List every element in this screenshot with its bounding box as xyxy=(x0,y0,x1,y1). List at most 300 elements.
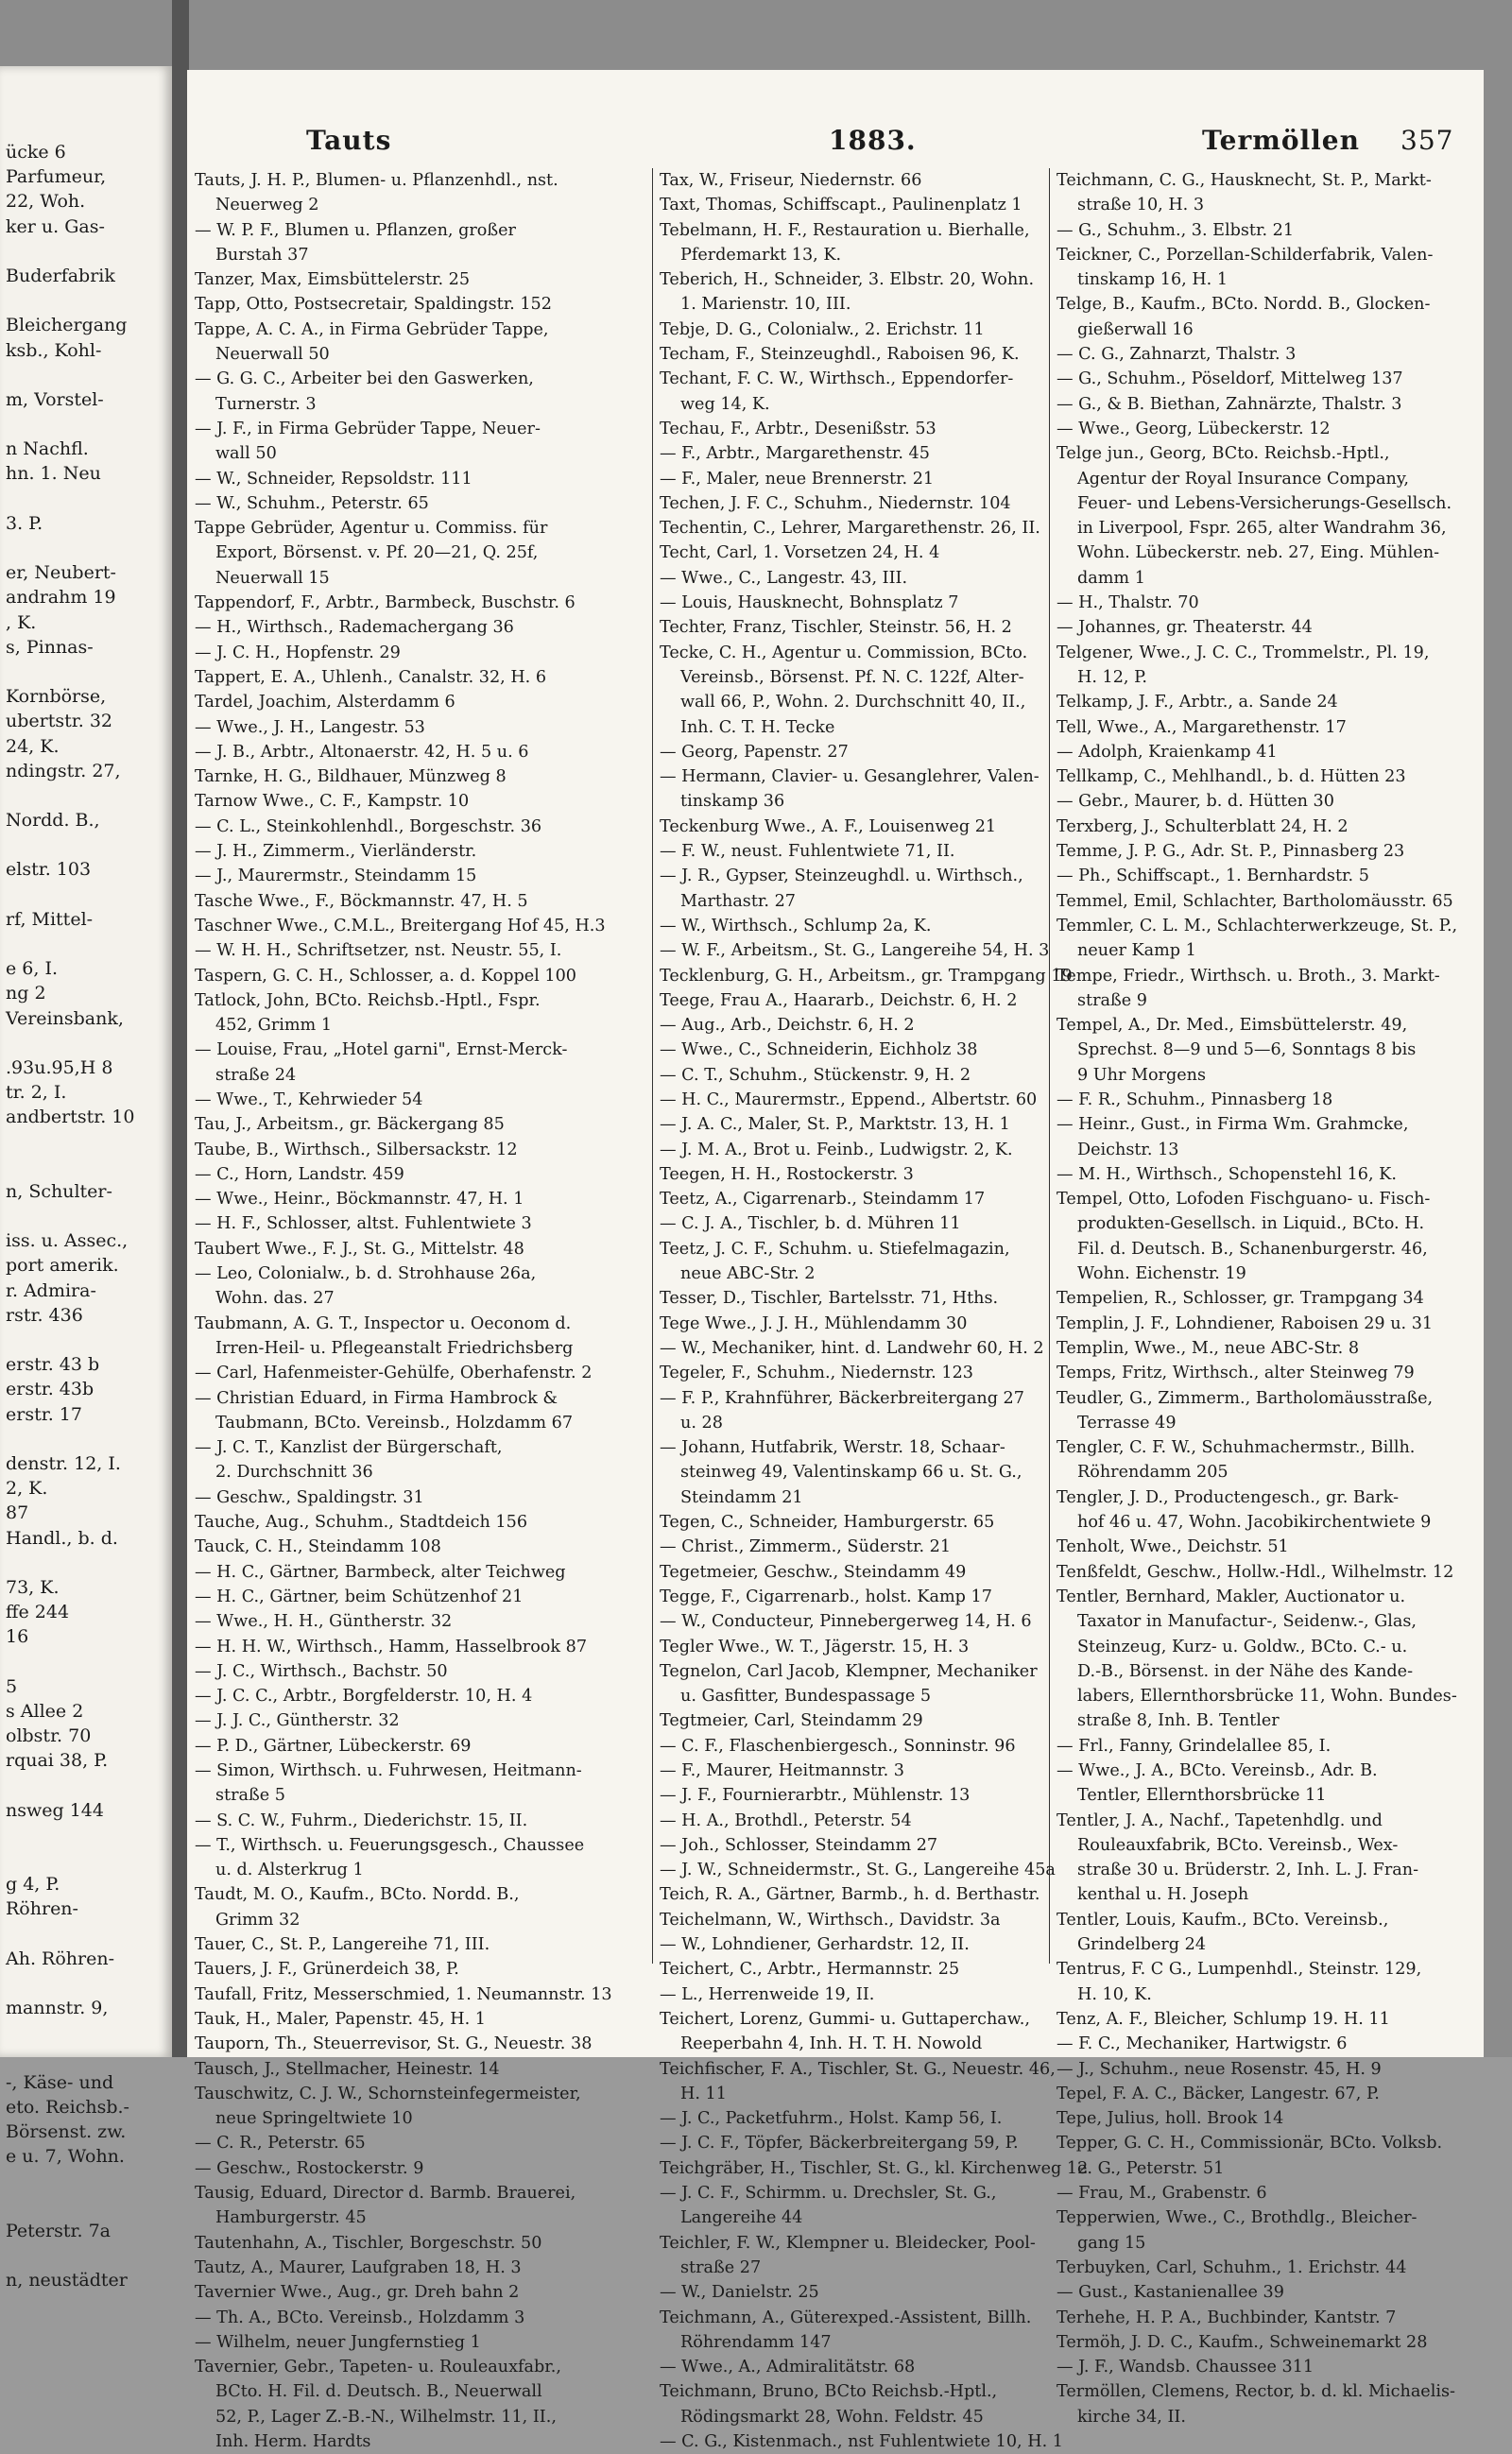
directory-entry-line: Tautz, A., Maurer, Laufgraben 18, H. 3 xyxy=(195,2257,522,2277)
directory-entry-line: Tau, J., Arbeitsm., gr. Bäckergang 85 xyxy=(195,1115,505,1135)
facing-page-line: Börsenst. zw. xyxy=(6,2121,127,2142)
facing-page-line xyxy=(6,1328,172,1352)
directory-entry-line: — M. H., Wirthsch., Schopenstehl 16, K. xyxy=(1057,1164,1397,1184)
directory-entry-line: Tarnow Wwe., C. F., Kampstr. 10 xyxy=(195,792,470,812)
directory-entry-line: Templin, J. F., Lohndiener, Raboisen 29 u. 31 xyxy=(1057,1313,1434,1333)
facing-page-line xyxy=(6,1823,172,1847)
directory-entry-line: Tepel, F. A. C., Bäcker, Langestr. 67, P. xyxy=(1057,2084,1380,2103)
directory-entry-line: Steindamm 21 xyxy=(680,1487,803,1507)
facing-page-line xyxy=(6,363,172,387)
directory-page xyxy=(187,70,1484,2452)
directory-entry-line: Tauts, J. H. P., Blumen- u. Pflanzenhdl., nst. xyxy=(195,171,558,190)
facing-page-line: n, neustädter xyxy=(6,2270,128,2291)
directory-entry-line: — Wwe., T., Kehrwieder 54 xyxy=(195,1090,423,1109)
directory-entry-line: neue ABC-Str. 2 xyxy=(680,1264,816,1284)
directory-entry-line: H. 11 xyxy=(680,2084,727,2103)
directory-entry-line: Tebelmann, H. F., Restauration u. Bierhalle, xyxy=(660,220,1030,240)
directory-entry-line: — Gebr., Maurer, b. d. Hütten 30 xyxy=(1057,792,1334,812)
directory-entry-line: — C. L., Steinkohlenhdl., Borgeschstr. 36 xyxy=(195,816,542,836)
directory-entry-line: Export, Börsenst. v. Pf. 20—21, Q. 25f, xyxy=(215,543,539,563)
facing-page-line xyxy=(6,1649,172,1673)
directory-entry-line: Tauers, J. F., Grünerdeich 38, P. xyxy=(195,1960,459,1980)
directory-column-1 xyxy=(195,168,641,2452)
directory-entry-line: neue Springeltwiete 10 xyxy=(215,2109,413,2129)
facing-page-line: 2, K. xyxy=(6,1478,48,1500)
facing-page-line xyxy=(6,2194,172,2219)
directory-entry-line: Röhrendamm 205 xyxy=(1077,1463,1228,1483)
directory-entry-line: — C. J. A., Tischler, b. d. Mühren 11 xyxy=(660,1214,961,1234)
directory-entry-line: Teichelmann, W., Wirthsch., Davidstr. 3a xyxy=(660,1910,1001,1930)
directory-entry-line: — J. F., Fournierarbtr., Mühlenstr. 13 xyxy=(660,1786,971,1806)
directory-entry-line: weg 14, K. xyxy=(680,394,770,414)
directory-entry-line: — Louis, Hausknecht, Bohnsplatz 7 xyxy=(660,593,959,613)
directory-entry-line: — Heinr., Gust., in Firma Wm. Grahmcke, xyxy=(1057,1115,1409,1135)
facing-page-line: Handl., b. d. xyxy=(6,1527,118,1549)
directory-entry-line: Grimm 32 xyxy=(215,1910,301,1930)
directory-entry-line: Tappert, E. A., Uhlenh., Canalstr. 32, H. 6 xyxy=(195,667,547,687)
directory-entry-line: — J. C. F., Schirmm. u. Drechsler, St. G., xyxy=(660,2184,997,2204)
directory-entry-line: — G., & B. Biethan, Zahnärzte, Thalstr. 3 xyxy=(1057,394,1402,414)
directory-entry-line: Tauck, C. H., Steindamm 108 xyxy=(195,1537,441,1557)
directory-entry-line: Tax, W., Friseur, Niedernstr. 66 xyxy=(660,171,922,190)
facing-page-line: 16 xyxy=(6,1626,29,1648)
facing-page-line: erstr. 43b xyxy=(6,1379,94,1400)
facing-page-line: 87 xyxy=(6,1502,29,1524)
directory-entry-line: Teichert, C., Arbtr., Hermannstr. 25 xyxy=(660,1960,960,1980)
facing-page-line: mannstr. 9, xyxy=(6,1998,109,2019)
facing-page-line: andrahm 19 xyxy=(6,587,116,609)
directory-entry-line: neuer Kamp 1 xyxy=(1077,941,1196,961)
directory-entry-line: — J. B., Arbtr., Altonaerstr. 42, H. 5 u. 6 xyxy=(195,742,529,762)
directory-entry-line: Taxt, Thomas, Schiffscapt., Paulinenplatz 1 xyxy=(660,196,1022,215)
directory-entry-line: — J. C., Wirthsch., Bachstr. 50 xyxy=(195,1661,448,1681)
directory-entry-line: Telge, B., Kaufm., BCto. Nordd. B., Glocken- xyxy=(1057,295,1431,315)
facing-page-line: erstr. 17 xyxy=(6,1403,82,1425)
directory-entry-line: Tempel, Otto, Lofoden Fischguano- u. Fisch- xyxy=(1057,1190,1431,1210)
directory-entry-line: Tavernier Wwe., Aug., gr. Dreh bahn 2 xyxy=(195,2283,520,2303)
directory-entry-line: Rödingsmarkt 28, Wohn. Feldstr. 45 xyxy=(680,2407,984,2427)
facing-page-line: hn. 1. Neu xyxy=(6,463,101,485)
directory-entry-line: — H. C., Gärtner, beim Schützenhof 21 xyxy=(195,1587,524,1606)
directory-entry-line: Tell, Wwe., A., Margarethenstr. 17 xyxy=(1057,717,1347,737)
directory-entry-line: Teberich, H., Schneider, 3. Elbstr. 20, Wohn. xyxy=(660,270,1035,290)
directory-entry-line: — S. C. W., Fuhrm., Diederichstr. 15, II. xyxy=(195,1810,528,1830)
directory-entry-line: Tengler, C. F. W., Schuhmachermstr., Billh. xyxy=(1057,1438,1416,1458)
directory-entry-line: — H. F., Schlosser, altst. Fuhlentwiete 3 xyxy=(195,1214,532,1234)
directory-entry-line: H. 10, K. xyxy=(1077,1984,1152,2004)
directory-entry-line: — F. R., Schuhm., Pinnasberg 18 xyxy=(1057,1090,1333,1109)
directory-entry-line: Grindelberg 24 xyxy=(1077,1935,1207,1955)
directory-entry-line: — Wwe., Georg, Lübeckerstr. 12 xyxy=(1057,419,1331,438)
directory-entry-line: — Christ., Zimmerm., Süderstr. 21 xyxy=(660,1537,952,1557)
directory-entry-line: — F., Maurer, Heitmannstr. 3 xyxy=(660,1761,904,1780)
directory-entry-line: — P. D., Gärtner, Lübeckerstr. 69 xyxy=(195,1736,472,1756)
directory-entry-line: Taudt, M. O., Kaufm., BCto. Nordd. B., xyxy=(195,1885,520,1905)
facing-page-line: r. Admira- xyxy=(6,1279,96,1301)
directory-entry-line: Tentrus, F. C G., Lumpenhdl., Steinstr. 129, xyxy=(1057,1960,1422,1980)
directory-entry-line: Neuerwall 50 xyxy=(215,345,330,365)
directory-entry-line: — Georg, Papenstr. 27 xyxy=(660,742,849,762)
facing-page-line: 3. P. xyxy=(6,512,43,534)
directory-entry-line: Techam, F., Steinzeughdl., Raboisen 96, K. xyxy=(660,345,1020,365)
facing-page-line: ng 2 xyxy=(6,983,46,1004)
directory-entry-line: steinweg 49, Valentinskamp 66 u. St. G., xyxy=(680,1463,1022,1483)
facing-page-line: iss. u. Assec., xyxy=(6,1230,129,1252)
directory-entry-line: Temmel, Emil, Schlachter, Bartholomäusstr. 65 xyxy=(1057,891,1453,911)
directory-entry-line: Tebje, D. G., Colonialw., 2. Erichstr. 11 xyxy=(660,319,985,339)
directory-entry-line: Tecklenburg, G. H., Arbeitsm., gr. Trampgang 19 xyxy=(660,966,1073,986)
facing-page-line: Bleichergang xyxy=(6,315,128,336)
directory-entry-line: — F. C., Mechaniker, Hartwigstr. 6 xyxy=(1057,2034,1348,2054)
directory-entry-line: Irren-Heil- u. Pflegeanstalt Friedrichsberg xyxy=(215,1338,574,1358)
directory-entry-line: Taschner Wwe., C.M.L., Breitergang Hof 45, H.3 xyxy=(195,916,606,935)
facing-page-line: rf, Mittel- xyxy=(6,908,94,930)
directory-entry-line: Tepper, G. C. H., Commissionär, BCto. Volksb. xyxy=(1057,2134,1443,2154)
facing-page-line: s Allee 2 xyxy=(6,1700,84,1722)
directory-entry-line: straße 24 xyxy=(215,1065,297,1085)
directory-entry-line: — J. J. C., Güntherstr. 32 xyxy=(195,1711,400,1731)
facing-page-line xyxy=(6,487,172,511)
directory-entry-line: Teege, Frau A., Haararb., Deichstr. 6, H. 2 xyxy=(660,990,1018,1010)
directory-entry-line: Pferdemarkt 13, K. xyxy=(680,245,842,265)
directory-entry-line: straße 10, H. 3 xyxy=(1077,196,1205,215)
facing-page-line xyxy=(6,2243,172,2268)
facing-page-line xyxy=(6,412,172,437)
directory-entry-line: e. G., Peterstr. 51 xyxy=(1077,2158,1225,2178)
facing-page-line xyxy=(6,239,172,264)
directory-entry-line: — C. T., Schuhm., Stückenstr. 9, H. 2 xyxy=(660,1065,971,1085)
directory-entry-line: Vereinsb., Börsenst. Pf. N. C. 122f, Alter- xyxy=(680,667,1024,687)
directory-entry-line: Tappe Gebrüder, Agentur u. Commiss. für xyxy=(195,519,548,539)
directory-entry-line: Tausig, Eduard, Director d. Barmb. Brauerei, xyxy=(195,2184,576,2204)
directory-entry-line: Teichler, F. W., Klempner u. Bleidecker, Pool- xyxy=(660,2233,1036,2253)
facing-page-line: Röhren- xyxy=(6,1898,78,1920)
directory-entry-line: — Wwe., J. A., BCto. Vereinsb., Adr. B. xyxy=(1057,1761,1378,1780)
directory-entry-line: Teickner, C., Porzellan-Schilderfabrik, Valen- xyxy=(1057,245,1434,265)
directory-entry-line: straße 27 xyxy=(680,2257,762,2277)
facing-page-line xyxy=(6,2020,172,2045)
directory-entry-line: Teichmann, C. G., Hausknecht, St. P., Markt- xyxy=(1057,171,1432,190)
facing-page-line: Vereinsbank, xyxy=(6,1007,124,1029)
directory-entry-line: Techter, Franz, Tischler, Steinstr. 56, H. 2 xyxy=(660,618,1012,638)
directory-entry-line: Deichstr. 13 xyxy=(1077,1140,1179,1159)
facing-page-line: rstr. 436 xyxy=(6,1304,83,1326)
directory-entry-line: Tegen, C., Schneider, Hamburgerstr. 65 xyxy=(660,1513,995,1533)
directory-entry-line: — T., Wirthsch. u. Feuerungsgesch., Chaussee xyxy=(195,1835,585,1855)
directory-entry-line: — Wwe., Heinr., Böckmannstr. 47, H. 1 xyxy=(195,1190,524,1210)
directory-entry-line: Terrasse 49 xyxy=(1077,1413,1177,1433)
directory-entry-line: damm 1 xyxy=(1077,568,1145,588)
directory-entry-line: — W., Schneider, Repsoldstr. 111 xyxy=(195,469,472,489)
facing-page-line: denstr. 12, I. xyxy=(6,1452,121,1474)
directory-entry-line: Wohn. Lübeckerstr. neb. 27, Eing. Mühlen- xyxy=(1077,543,1440,563)
directory-entry-line: Tanzer, Max, Eimsbüttelerstr. 25 xyxy=(195,270,471,290)
facing-page-line: n Nachfl. xyxy=(6,438,89,460)
facing-page-line: port amerik. xyxy=(6,1255,119,1277)
directory-entry-line: — Wwe., C., Schneiderin, Eichholz 38 xyxy=(660,1040,978,1060)
directory-entry-line: Telge jun., Georg, BCto. Reichsb.-Hptl., xyxy=(1057,444,1390,464)
directory-entry-line: Langereihe 44 xyxy=(680,2208,803,2228)
directory-entry-line: BCto. H. Fil. d. Deutsch. B., Neuerwall xyxy=(215,2382,542,2402)
directory-entry-line: wall 50 xyxy=(215,444,277,464)
directory-entry-line: Taubmann, A. G. T., Inspector u. Oeconom d. xyxy=(195,1313,572,1333)
directory-entry-line: — J., Maurermstr., Steindamm 15 xyxy=(195,867,477,886)
facing-page-line xyxy=(6,1847,172,1872)
directory-entry-line: — G., Schuhm., Pöseldorf, Mittelweg 137 xyxy=(1057,369,1403,389)
directory-entry-line: Tecke, C. H., Agentur u. Commission, BCto. xyxy=(660,643,1028,662)
directory-entry-line: — J. C. C., Arbtr., Borgfelderstr. 10, H. 4 xyxy=(195,1687,533,1707)
directory-entry-line: u. Gasfitter, Bundespassage 5 xyxy=(680,1687,932,1707)
facing-page-line: tr. 2, I. xyxy=(6,1082,67,1104)
directory-entry-line: — Aug., Arb., Deichstr. 6, H. 2 xyxy=(660,1016,915,1036)
directory-entry-line: gang 15 xyxy=(1077,2233,1146,2253)
directory-entry-line: Tausch, J., Stellmacher, Heinestr. 14 xyxy=(195,2059,500,2079)
directory-entry-line: — F. W., neust. Fuhlentwiete 71, II. xyxy=(660,842,955,862)
directory-entry-line: — G. G. C., Arbeiter bei den Gaswerken, xyxy=(195,369,534,389)
directory-entry-line: Neuerweg 2 xyxy=(215,196,319,215)
directory-entry-line: straße 30 u. Brüderstr. 2, Inh. L. J. Fran- xyxy=(1077,1861,1419,1880)
facing-page-line: ücke 6 xyxy=(6,142,66,163)
directory-entry-line: Wohn. Eichenstr. 19 xyxy=(1077,1264,1246,1284)
directory-entry-line: Tatlock, John, BCto. Reichsb.-Hptl., Fspr. xyxy=(195,990,541,1010)
facing-page-line xyxy=(6,660,172,684)
directory-entry-line: Teich, R. A., Gärtner, Barmb., h. d. Berthastr. xyxy=(660,1885,1040,1905)
directory-entry-line: Techen, J. F. C., Schuhm., Niedernstr. 104 xyxy=(660,493,1011,513)
directory-entry-line: Neuerwall 15 xyxy=(215,568,330,588)
facing-page-fragment xyxy=(0,66,172,2291)
facing-page-line: 24, K. xyxy=(6,735,60,757)
directory-entry-line: — W. F., Arbeitsm., St. G., Langereihe 54, H. 3 xyxy=(660,941,1050,961)
facing-page-line: nsweg 144 xyxy=(6,1799,104,1821)
facing-page-text xyxy=(0,66,172,2292)
directory-entry-line: — Wilhelm, neuer Jungfernstieg 1 xyxy=(195,2332,481,2352)
directory-entry-line: Techau, F., Arbtr., Desenißstr. 53 xyxy=(660,419,936,438)
facing-page-line: ksb., Kohl- xyxy=(6,339,102,361)
directory-entry-line: Tepperwien, Wwe., C., Brothdlg., Bleicher- xyxy=(1057,2208,1418,2228)
directory-entry-line: Tegler Wwe., W. T., Jägerstr. 15, H. 3 xyxy=(660,1637,970,1656)
directory-entry-line: — Frau, M., Grabenstr. 6 xyxy=(1057,2184,1267,2204)
facing-page-line xyxy=(6,783,172,808)
directory-entry-line: Temme, J. P. G., Adr. St. P., Pinnasberg 23 xyxy=(1057,842,1405,862)
facing-page-line: Buderfabrik xyxy=(6,265,115,286)
directory-entry-line: Teichfischer, F. A., Tischler, St. G., Neuestr. 46, xyxy=(660,2059,1056,2079)
directory-entry-line: Tegtmeier, Carl, Steindamm 29 xyxy=(660,1711,923,1731)
facing-page-line: Peterstr. 7a xyxy=(6,2220,112,2241)
directory-entry-line: — H. C., Maurermstr., Eppend., Albertstr. 60 xyxy=(660,1090,1038,1109)
directory-entry-line: Tauer, C., St. P., Langereihe 71, III. xyxy=(195,1935,490,1955)
directory-entry-line: Teichgräber, H., Tischler, St. G., kl. Kirchenweg 12 xyxy=(660,2158,1089,2178)
facing-page-line xyxy=(6,1551,172,1575)
directory-entry-line: Taube, B., Wirthsch., Silbersackstr. 12 xyxy=(195,1140,518,1159)
directory-entry-line: Tauche, Aug., Schuhm., Stadtdeich 156 xyxy=(195,1513,528,1533)
directory-entry-line: Tentler, Ellernthorsbrücke 11 xyxy=(1077,1786,1327,1806)
facing-page-line: n, Schulter- xyxy=(6,1180,112,1202)
directory-entry-line: Feuer- und Lebens-Versicherungs-Gesellsch. xyxy=(1077,493,1452,513)
directory-entry-line: Tegeler, F., Schuhm., Niedernstr. 123 xyxy=(660,1364,973,1383)
facing-page-line: .93u.95,H 8 xyxy=(6,1056,113,1078)
facing-page-line: g 4, P. xyxy=(6,1874,60,1896)
directory-entry-line: — Joh., Schlosser, Steindamm 27 xyxy=(660,1835,938,1855)
directory-entry-line: Tegetmeier, Geschw., Steindamm 49 xyxy=(660,1562,967,1582)
directory-entry-line: wall 66, P., Wohn. 2. Durchschnitt 40, II., xyxy=(680,693,1026,712)
directory-entry-line: — Wwe., A., Admiralitätstr. 68 xyxy=(660,2358,916,2377)
directory-entry-line: 452, Grimm 1 xyxy=(215,1016,333,1036)
page-header xyxy=(200,125,1465,163)
directory-entry-line: Temps, Fritz, Wirthsch., alter Steinweg 79 xyxy=(1057,1364,1415,1383)
directory-entry-line: Tauk, H., Maler, Papenstr. 45, H. 1 xyxy=(195,2009,486,2029)
directory-entry-line: Tarnke, H. G., Bildhauer, Münzweg 8 xyxy=(195,767,507,787)
facing-page-line: e u. 7, Wohn. xyxy=(6,2146,125,2168)
directory-entry-line: Tappendorf, F., Arbtr., Barmbeck, Buschstr. 6 xyxy=(195,593,576,613)
directory-entry-line: — J. C. T., Kanzlist der Bürgerschaft, xyxy=(195,1438,503,1458)
directory-entry-line: Steinzeug, Kurz- u. Goldw., BCto. C.- u. xyxy=(1077,1637,1408,1656)
directory-entry-line: Tege Wwe., J. J. H., Mühlendamm 30 xyxy=(660,1313,968,1333)
facing-page-line: Nordd. B., xyxy=(6,810,100,832)
directory-entry-line: Tardel, Joachim, Alsterdamm 6 xyxy=(195,693,455,712)
directory-entry-line: Teegen, H. H., Rostockerstr. 3 xyxy=(660,1164,914,1184)
directory-entry-line: produkten-Gesellsch. in Liquid., BCto. H. xyxy=(1077,1214,1425,1234)
directory-entry-line: — W., Danielstr. 25 xyxy=(660,2283,819,2303)
directory-entry-line: — Frl., Fanny, Grindelallee 85, I. xyxy=(1057,1736,1332,1756)
directory-entry-line: Telkamp, J. F., Arbtr., a. Sande 24 xyxy=(1057,693,1338,712)
directory-entry-line: — C., Horn, Landstr. 459 xyxy=(195,1164,404,1184)
directory-entry-line: Templin, Wwe., M., neue ABC-Str. 8 xyxy=(1057,1338,1360,1358)
facing-page-line xyxy=(6,1204,172,1228)
directory-entry-line: Tenßfeldt, Geschw., Hollw.-Hdl., Wilhelmstr. 12 xyxy=(1057,1562,1454,1582)
directory-entry-line: — Geschw., Spaldingstr. 31 xyxy=(195,1487,424,1507)
directory-entry-line: Terhehe, H. P. A., Buchbinder, Kantstr. 7 xyxy=(1057,2308,1397,2327)
directory-entry-line: Techt, Carl, 1. Vorsetzen 24, H. 4 xyxy=(660,543,940,563)
directory-entry-line: — W. P. F., Blumen u. Pflanzen, großer xyxy=(195,220,516,240)
directory-entry-line: — C. F., Flaschenbiergesch., Sonninstr. 96 xyxy=(660,1736,1016,1756)
directory-entry-line: — H. C., Gärtner, Barmbeck, alter Teichweg xyxy=(195,1562,566,1582)
header-year: 1883. xyxy=(829,125,917,156)
directory-entry-line: — Leo, Colonialw., b. d. Strohhause 26a, xyxy=(195,1264,537,1284)
facing-page-line: andbertstr. 10 xyxy=(6,1107,135,1128)
directory-entry-line: — J. A. C., Maler, St. P., Marktstr. 13, H. 1 xyxy=(660,1115,1010,1135)
directory-entry-line: — Louise, Frau, „Hotel garni", Ernst-Merck- xyxy=(195,1040,568,1060)
directory-entry-line: Telgener, Wwe., J. C. C., Trommelstr., Pl. 19, xyxy=(1057,643,1430,662)
facing-page-line xyxy=(6,1971,172,1996)
facing-page-line xyxy=(6,1922,172,1947)
directory-entry-line: — J., Schuhm., neue Rosenstr. 45, H. 9 xyxy=(1057,2059,1382,2079)
directory-entry-line: hof 46 u. 47, Wohn. Jacobikirchentwiete 9 xyxy=(1077,1513,1432,1533)
directory-entry-line: — F., Maler, neue Brennerstr. 21 xyxy=(660,469,935,489)
directory-entry-line: — Simon, Wirthsch. u. Fuhrwesen, Heitmann- xyxy=(195,1761,582,1780)
directory-entry-line: — Johannes, gr. Theaterstr. 44 xyxy=(1057,618,1313,638)
facing-page-line: ffe 244 xyxy=(6,1602,70,1623)
directory-entry-line: — Wwe., H. H., Güntherstr. 32 xyxy=(195,1612,453,1632)
directory-entry-line: Tengler, J. D., Productengesch., gr. Bark- xyxy=(1057,1487,1400,1507)
directory-entry-line: Teetz, J. C. F., Schuhm. u. Stiefelmagazin, xyxy=(660,1239,1010,1259)
directory-entry-line: Reeperbahn 4, Inh. H. T. H. Nowold xyxy=(680,2034,983,2054)
directory-entry-line: Rouleauxfabrik, BCto. Vereinsb., Wex- xyxy=(1077,1835,1399,1855)
directory-entry-line: Terxberg, J., Schulterblatt 24, H. 2 xyxy=(1057,816,1349,836)
directory-entry-line: Turnerstr. 3 xyxy=(215,394,317,414)
directory-entry-line: — Carl, Hafenmeister-Gehülfe, Oberhafenstr. 2 xyxy=(195,1364,593,1383)
directory-entry-line: Tentler, Bernhard, Makler, Auctionator u. xyxy=(1057,1587,1406,1606)
directory-entry-line: Tauschwitz, C. J. W., Schornsteinfegermeister, xyxy=(195,2084,581,2103)
directory-entry-line: Taubmann, BCto. Vereinsb., Holzdamm 67 xyxy=(215,1413,574,1433)
directory-entry-line: Sprechst. 8—9 und 5—6, Sonntags 8 bis xyxy=(1077,1040,1417,1060)
facing-page-line xyxy=(6,2045,172,2069)
directory-entry-line: gießerwall 16 xyxy=(1077,319,1194,339)
facing-page-line xyxy=(6,288,172,313)
directory-entry-line: straße 9 xyxy=(1077,990,1147,1010)
directory-entry-line: Tenz, A. F., Bleicher, Schlump 19. H. 11 xyxy=(1057,2009,1390,2029)
directory-entry-line: — H. A., Brothdl., Peterstr. 54 xyxy=(660,1810,912,1830)
directory-entry-line: Fil. d. Deutsch. B., Schanenburgerstr. 46, xyxy=(1077,1239,1428,1259)
directory-entry-line: Tentler, Louis, Kaufm., BCto. Vereinsb., xyxy=(1057,1910,1389,1930)
directory-entry-line: u. d. Alsterkrug 1 xyxy=(215,1861,364,1880)
directory-entry-line: Termöh, J. D. C., Kaufm., Schweinemarkt 28 xyxy=(1057,2332,1428,2352)
facing-page-line: er, Neubert- xyxy=(6,562,116,584)
facing-page-line: Parfumeur, xyxy=(6,166,107,188)
directory-entry-line: Terbuyken, Carl, Schuhm., 1. Erichstr. 44 xyxy=(1057,2257,1407,2277)
column-rule-1 xyxy=(652,168,653,1964)
directory-entry-line: — J. F., Wandsb. Chaussee 311 xyxy=(1057,2358,1314,2377)
directory-entry-line: Teichert, Lorenz, Gummi- u. Guttaperchaw., xyxy=(660,2009,1030,2029)
directory-entry-line: Tegge, F., Cigarrenarb., holst. Kamp 17 xyxy=(660,1587,992,1606)
facing-page-line xyxy=(6,536,172,560)
directory-entry-line: kirche 34, II. xyxy=(1077,2407,1186,2427)
directory-entry-line: Taubert Wwe., F. J., St. G., Mittelstr. 48 xyxy=(195,1239,524,1259)
directory-entry-line: Tenholt, Wwe., Deichstr. 51 xyxy=(1057,1537,1289,1557)
facing-page-line: s, Pinnas- xyxy=(6,636,94,658)
directory-entry-line: Teichmann, A., Güterexped.-Assistent, Billh. xyxy=(660,2308,1032,2327)
facing-page-line xyxy=(6,1155,172,1179)
facing-page-line xyxy=(6,1031,172,1055)
directory-entry-line: — Hermann, Clavier- u. Gesanglehrer, Valen- xyxy=(660,767,1040,787)
facing-page-line: m, Vorstel- xyxy=(6,388,104,410)
directory-entry-line: Inh. Herm. Hardts xyxy=(215,2432,371,2452)
directory-entry-line: Hamburgerstr. 45 xyxy=(215,2208,367,2228)
directory-entry-line: Tegnelon, Carl Jacob, Klempner, Mechaniker xyxy=(660,1661,1038,1681)
directory-entry-line: — H., Wirthsch., Rademachergang 36 xyxy=(195,618,514,638)
directory-entry-line: D.-B., Börsenst. in der Nähe des Kande- xyxy=(1077,1661,1414,1681)
directory-column-2 xyxy=(660,168,1089,2452)
directory-entry-line: — W., Conducteur, Pinnebergerweg 14, H. 6 xyxy=(660,1612,1032,1632)
facing-page-line xyxy=(6,1130,172,1155)
directory-entry-line: Tempel, A., Dr. Med., Eimsbüttelerstr. 49, xyxy=(1057,1016,1408,1036)
directory-entry-line: Termöllen, Clemens, Rector, b. d. kl. Michaelis- xyxy=(1057,2382,1455,2402)
facing-page-line: e 6, I. xyxy=(6,958,58,980)
facing-page-line: ubertstr. 32 xyxy=(6,711,112,732)
directory-entry-line: Tentler, J. A., Nachf., Tapetenhdlg. und xyxy=(1057,1810,1383,1830)
directory-entry-line: — Wwe., C., Langestr. 43, III. xyxy=(660,568,908,588)
directory-entry-line: Taufall, Fritz, Messerschmied, 1. Neumannstr. 13 xyxy=(195,1984,612,2004)
directory-entry-line: — C. G., Kistenmach., nst Fuhlentwiete 10, H. 1 xyxy=(660,2432,1063,2452)
facing-page-line: ker u. Gas- xyxy=(6,215,105,237)
directory-entry-line: Marthastr. 27 xyxy=(680,891,796,911)
directory-entry-line: — W., Mechaniker, hint. d. Landwehr 60, H. 2 xyxy=(660,1338,1044,1358)
directory-entry-line: H. 12, P. xyxy=(1077,667,1147,687)
directory-entry-line: straße 5 xyxy=(215,1786,285,1806)
directory-entry-line: Tavernier, Gebr., Tapeten- u. Rouleauxfabr., xyxy=(195,2358,561,2377)
facing-page-line xyxy=(6,1773,172,1797)
facing-page-line: , K. xyxy=(6,611,37,633)
facing-page-line: -, Käse- und xyxy=(6,2071,114,2093)
directory-entry-line: 2. Durchschnitt 36 xyxy=(215,1463,373,1483)
directory-entry-line: Röhrendamm 147 xyxy=(680,2332,832,2352)
directory-entry-line: — J. R., Gypser, Steinzeughdl. u. Wirthsch., xyxy=(660,867,1023,886)
directory-entry-line: Teudler, G., Zimmerm., Bartholomäusstraße, xyxy=(1057,1388,1434,1408)
directory-entry-line: tinskamp 16, H. 1 xyxy=(1077,270,1228,290)
directory-entry-line: — Wwe., J. H., Langestr. 53 xyxy=(195,717,425,737)
directory-entry-line: — Christian Eduard, in Firma Hambrock & xyxy=(195,1388,558,1408)
facing-page-line: Ah. Röhren- xyxy=(6,1948,115,1969)
facing-page-line: Kornbörse, xyxy=(6,686,107,708)
